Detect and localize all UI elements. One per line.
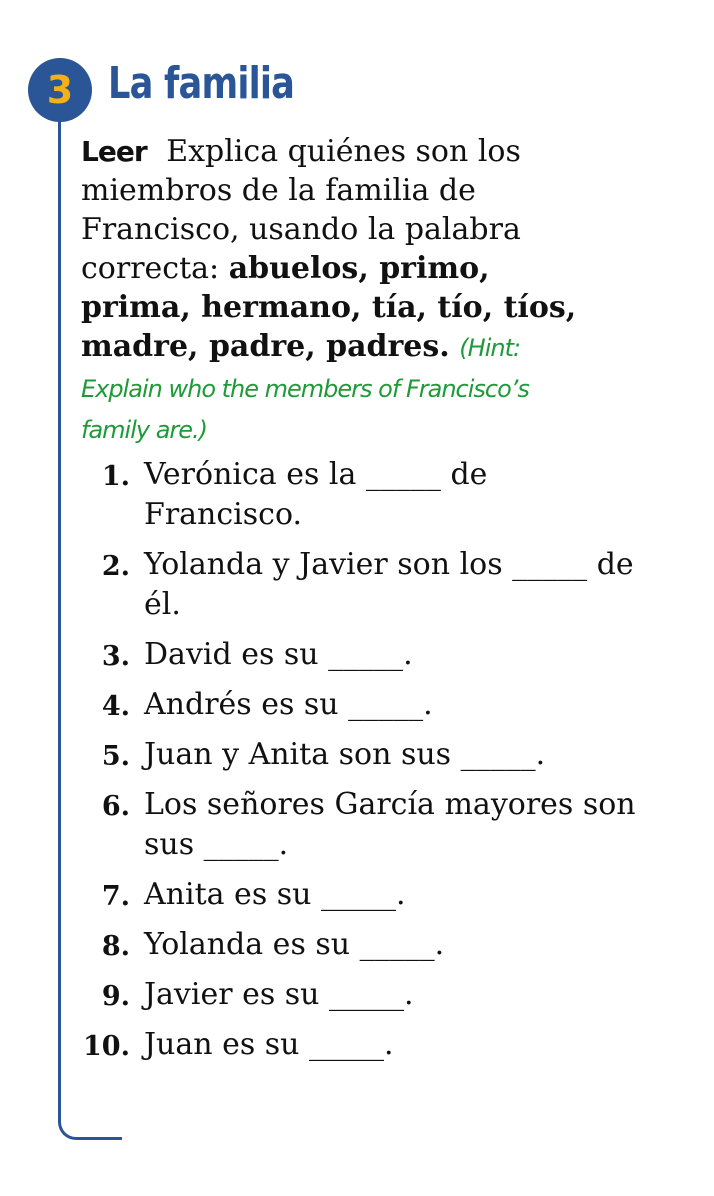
item-text: Yolanda es su _____. <box>144 927 445 962</box>
activity-number: 3 <box>46 68 74 112</box>
exercise-item-9 <box>80 975 640 1015</box>
exercise-item-10 <box>80 1025 640 1065</box>
item-text: Juan es su _____. <box>144 1027 394 1062</box>
exercise-item-3 <box>80 635 640 675</box>
item-number: 2. <box>101 551 130 582</box>
item-text: Javier es su _____. <box>144 977 414 1012</box>
instructions-label: Leer <box>81 135 147 168</box>
item-text: David es su _____. <box>144 637 413 672</box>
item-text: Andrés es su _____. <box>144 687 433 722</box>
item-number: 3. <box>101 641 130 672</box>
exercise-item-2 <box>80 545 640 625</box>
word-bank: abuelos, primo, prima, hermano, tía, tío, tíos, madre, padre, padres. <box>81 251 577 364</box>
activity-number-badge <box>28 58 92 122</box>
exercise-list <box>80 455 640 1075</box>
item-number: 4. <box>101 691 130 722</box>
item-text: Juan y Anita son sus _____. <box>144 737 546 772</box>
instructions-block <box>81 132 601 450</box>
exercise-item-5 <box>80 735 640 775</box>
item-number: 10. <box>83 1031 130 1062</box>
instructions-hint: (Hint: Explain who the members of Francisco’s family are.) <box>81 334 529 444</box>
item-number: 9. <box>101 981 130 1012</box>
exercise-item-6 <box>80 785 640 865</box>
exercise-item-4 <box>80 685 640 725</box>
activity-title: La familia <box>108 58 295 109</box>
exercise-item-7 <box>80 875 640 915</box>
exercise-item-8 <box>80 925 640 965</box>
item-number: 6. <box>101 791 130 822</box>
exercise-item-1 <box>80 455 640 535</box>
item-number: 7. <box>101 881 130 912</box>
item-text: Yolanda y Javier son los _____ de él. <box>144 547 634 622</box>
item-number: 1. <box>101 461 130 492</box>
item-text: Verónica es la _____ de Francisco. <box>144 457 488 532</box>
item-number: 8. <box>101 931 130 962</box>
item-text: Anita es su _____. <box>144 877 406 912</box>
item-number: 5. <box>101 741 130 772</box>
instructions-text: Explica quiénes son los miembros de la familia de Francisco, usando la palabra correcta: <box>81 134 521 286</box>
item-text: Los señores García mayores son sus _____. <box>144 787 636 862</box>
